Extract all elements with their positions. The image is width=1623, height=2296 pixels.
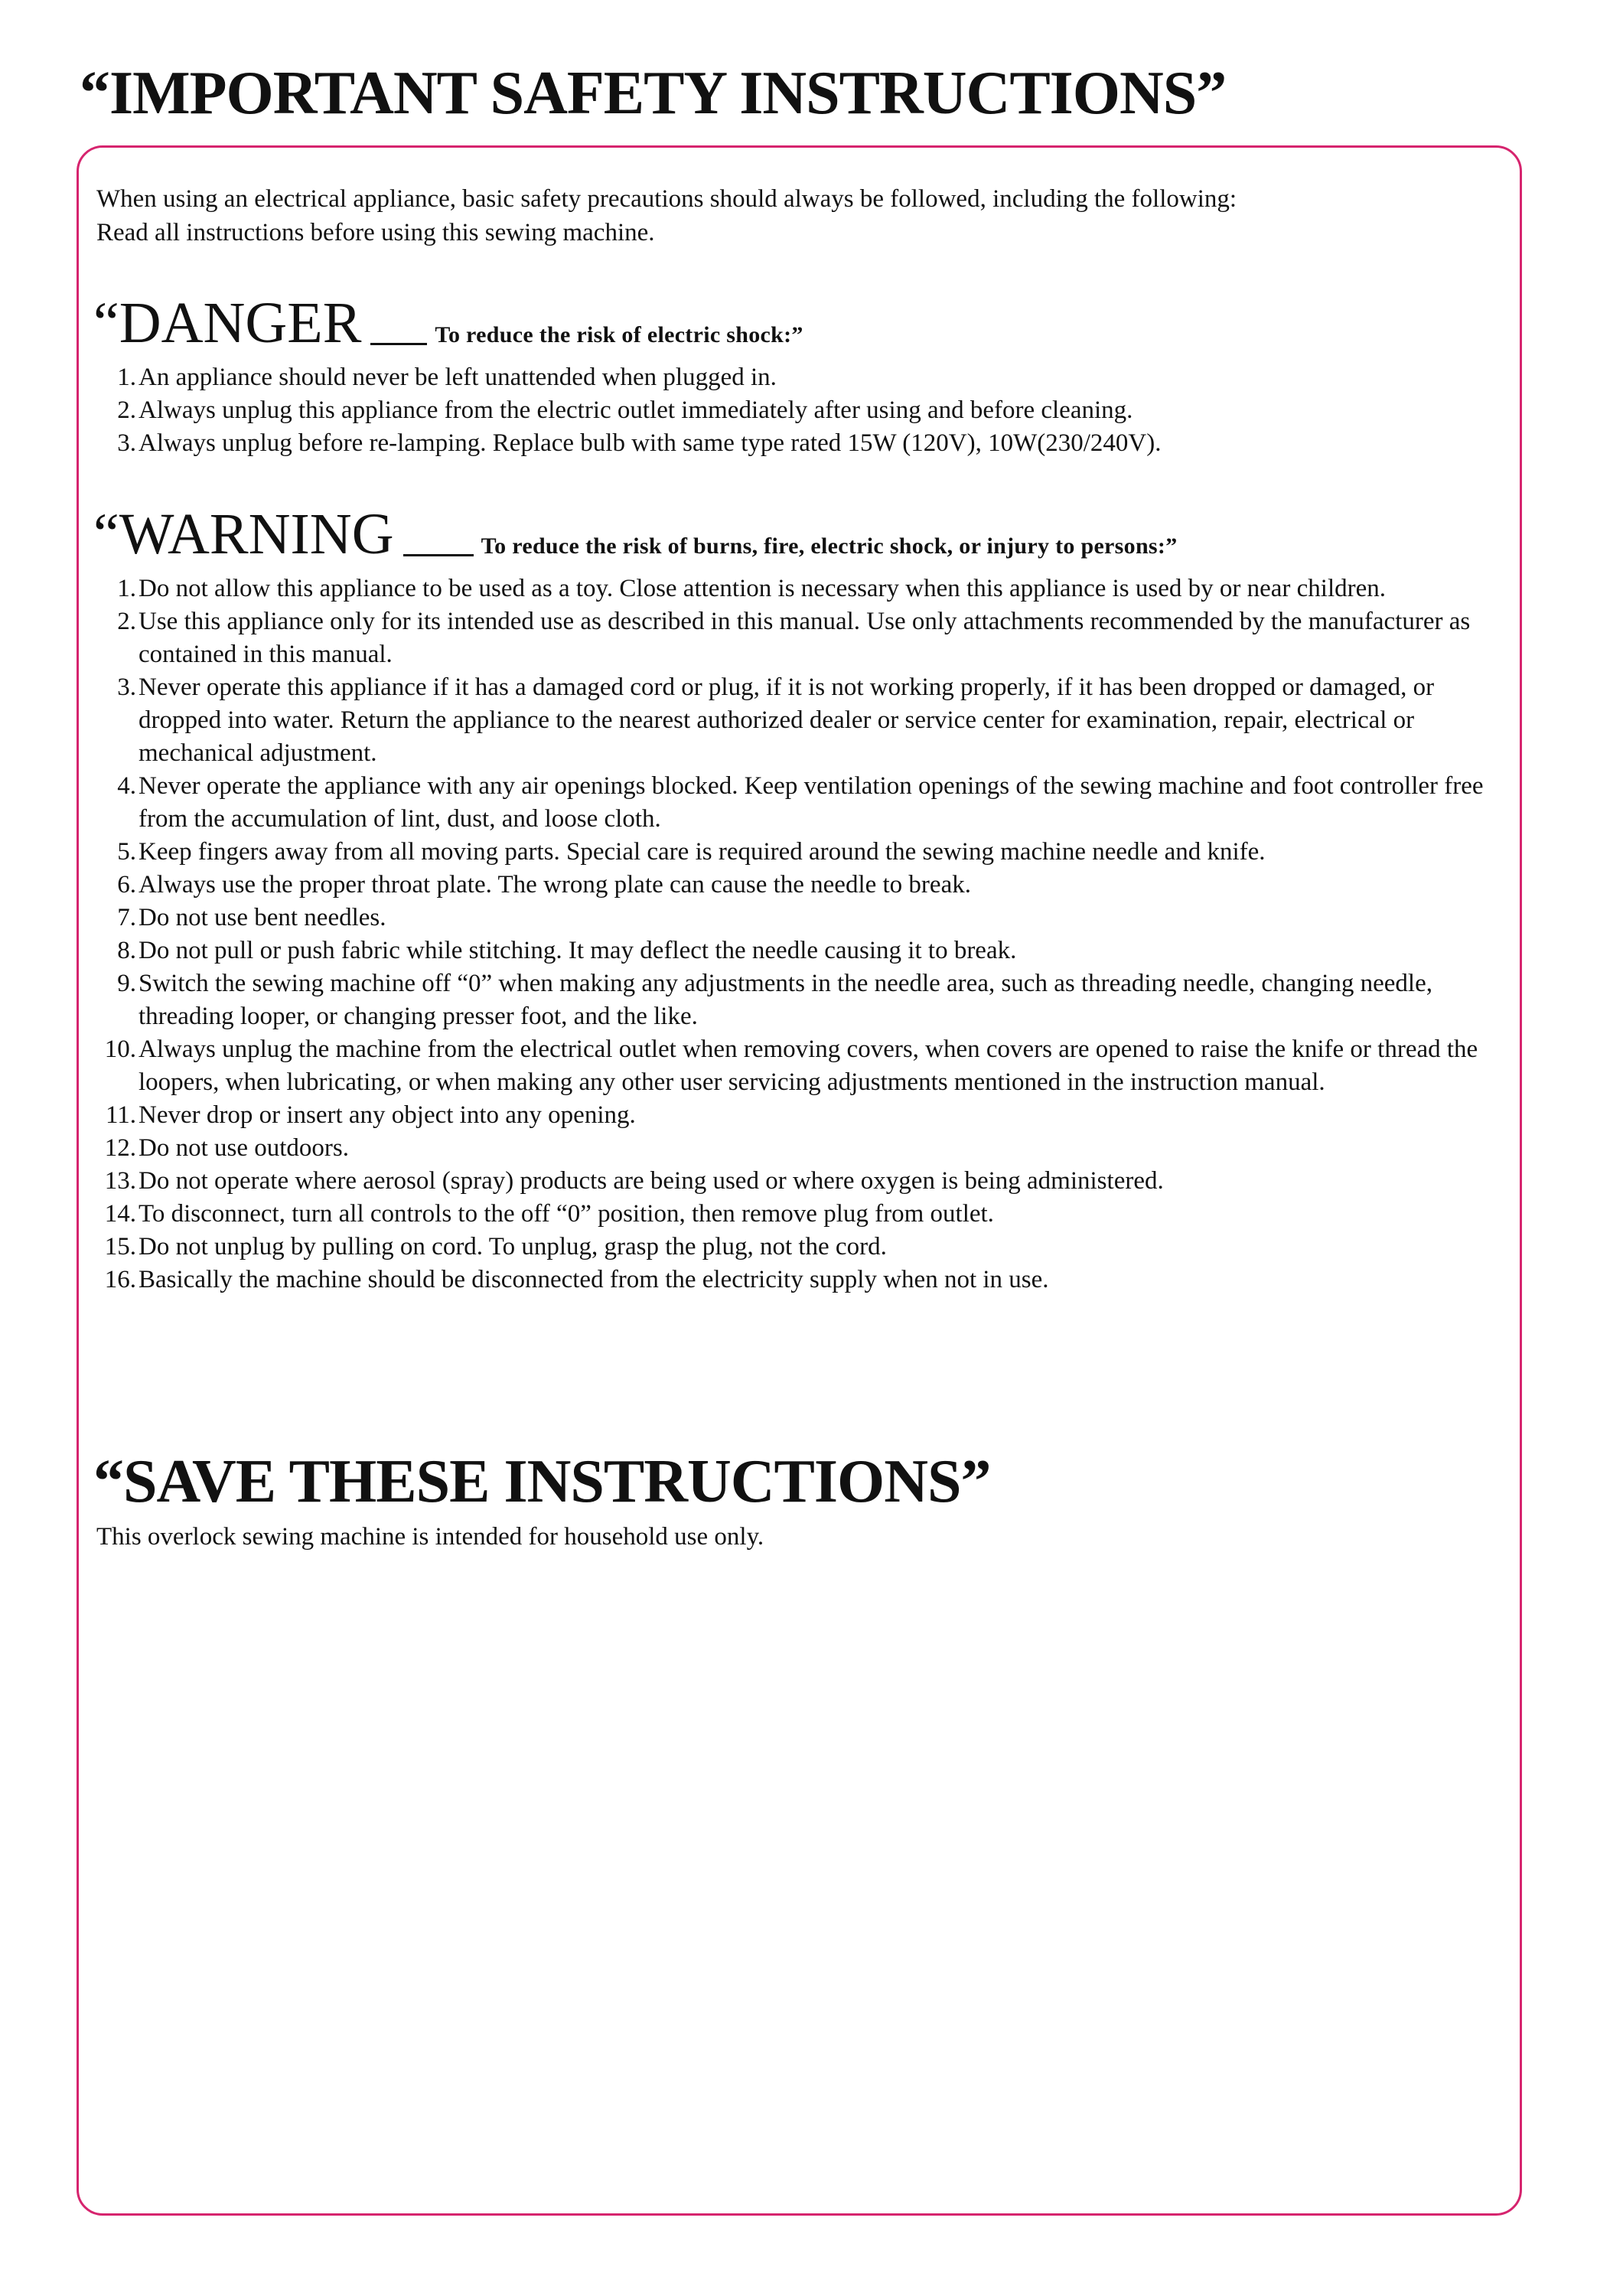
warning-label: “WARNING [93, 502, 394, 566]
item-text: Do not pull or push fabric while stitching. It may deflect the needle causing it to break. [139, 937, 1017, 964]
item-number: 3. [117, 673, 136, 701]
item-text: Keep fingers away from all moving parts. Special care is required around the sewing machine needle and knife. [139, 838, 1266, 866]
item-text: Never operate the appliance with any air openings blocked. Keep ventilation openings of the sewing machine and foot controller free from the accumulation of lint, dust, and loose cloth. [139, 772, 1484, 833]
item-number: 9. [117, 970, 136, 997]
item-text: Do not operate where aerosol (spray) products are being used or where oxygen is being administered. [139, 1167, 1164, 1195]
list-item [96, 427, 1497, 460]
list-item [96, 1198, 1497, 1231]
list-item [96, 1165, 1497, 1198]
item-number: 4. [117, 772, 136, 800]
item-text: Always unplug the machine from the electrical outlet when removing covers, when covers are opened to raise the knife or thread the loopers, when lubricating, or when making any other user servicing adjustments mentioned in the instruction manual. [139, 1035, 1478, 1096]
item-number: 13. [104, 1167, 136, 1195]
save-instructions-title: “SAVE THESE INSTRUCTIONS” [93, 1448, 991, 1515]
item-number: 2. [117, 396, 136, 424]
item-number: 7. [117, 904, 136, 931]
item-number: 2. [117, 608, 136, 635]
list-item [96, 361, 1497, 394]
item-number: 16. [104, 1266, 136, 1293]
intro-line-2: Read all instructions before using this sewing machine. [96, 219, 655, 246]
item-text: Do not allow this appliance to be used as a toy. Close attention is necessary when this appliance is used by or near children. [139, 575, 1387, 602]
danger-list [96, 361, 1497, 460]
list-item [96, 1132, 1497, 1165]
item-number: 5. [117, 838, 136, 866]
warning-dash [403, 554, 474, 556]
item-text: Basically the machine should be disconnected from the electricity supply when not in use. [139, 1266, 1049, 1293]
danger-label: “DANGER [93, 291, 362, 355]
item-text: Do not use outdoors. [139, 1134, 349, 1162]
item-text: An appliance should never be left unattended when plugged in. [139, 364, 777, 391]
danger-dash [370, 343, 427, 345]
list-item [96, 1264, 1497, 1296]
item-number: 6. [117, 871, 136, 899]
list-item [96, 1033, 1497, 1099]
item-text: To disconnect, turn all controls to the off “0” position, then remove plug from outlet. [139, 1200, 994, 1228]
warning-list [96, 572, 1497, 1296]
warning-heading [93, 502, 1178, 566]
item-text: Use this appliance only for its intended use as described in this manual. Use only attachments recommended by the manufacturer as contained in this manual. [139, 608, 1471, 668]
list-item [96, 1231, 1497, 1264]
item-number: 14. [104, 1200, 136, 1228]
item-text: Never operate this appliance if it has a damaged cord or plug, if it is not working properly, if it has been dropped or damaged, or dropped into water. Return the appliance to the nearest authorized dealer or service center for examination, repair, electrical or mechanical adjustment. [139, 673, 1435, 767]
list-item [96, 836, 1497, 869]
list-item [96, 671, 1497, 770]
item-number: 1. [117, 364, 136, 391]
danger-subtitle: To reduce the risk of electric shock:” [435, 322, 803, 347]
item-text: Always unplug before re-lamping. Replace bulb with same type rated 15W (120V), 10W(230/240V). [139, 429, 1162, 457]
item-text: Always use the proper throat plate. The wrong plate can cause the needle to break. [139, 871, 971, 899]
list-item [96, 902, 1497, 934]
intro-text [96, 182, 1489, 249]
danger-heading [93, 291, 803, 355]
household-use-note: This overlock sewing machine is intended for household use only. [96, 1523, 764, 1551]
list-item [96, 967, 1497, 1033]
list-item [96, 394, 1497, 427]
list-item [96, 869, 1497, 902]
warning-subtitle: To reduce the risk of burns, fire, electric shock, or injury to persons:” [481, 533, 1178, 559]
intro-line-1: When using an electrical appliance, basic safety precautions should always be followed, including the following: [96, 185, 1237, 213]
item-text: Never drop or insert any object into any opening. [139, 1101, 636, 1129]
item-number: 1. [117, 575, 136, 602]
list-item [96, 934, 1497, 967]
list-item [96, 605, 1497, 671]
item-number: 3. [117, 429, 136, 457]
item-text: Always unplug this appliance from the electric outlet immediately after using and before cleaning. [139, 396, 1133, 424]
page-title: “IMPORTANT SAFETY INSTRUCTIONS” [80, 60, 1227, 127]
item-text: Do not unplug by pulling on cord. To unplug, grasp the plug, not the cord. [139, 1233, 887, 1261]
list-item [96, 770, 1497, 836]
list-item [96, 572, 1497, 605]
item-text: Switch the sewing machine off “0” when making any adjustments in the needle area, such as threading needle, changing needle, threading looper, or changing presser foot, and the like. [139, 970, 1432, 1030]
item-text: Do not use bent needles. [139, 904, 386, 931]
item-number: 8. [117, 937, 136, 964]
list-item [96, 1099, 1497, 1132]
item-number: 12. [104, 1134, 136, 1162]
item-number: 11. [105, 1101, 136, 1129]
item-number: 15. [104, 1233, 136, 1261]
item-number: 10. [104, 1035, 136, 1063]
